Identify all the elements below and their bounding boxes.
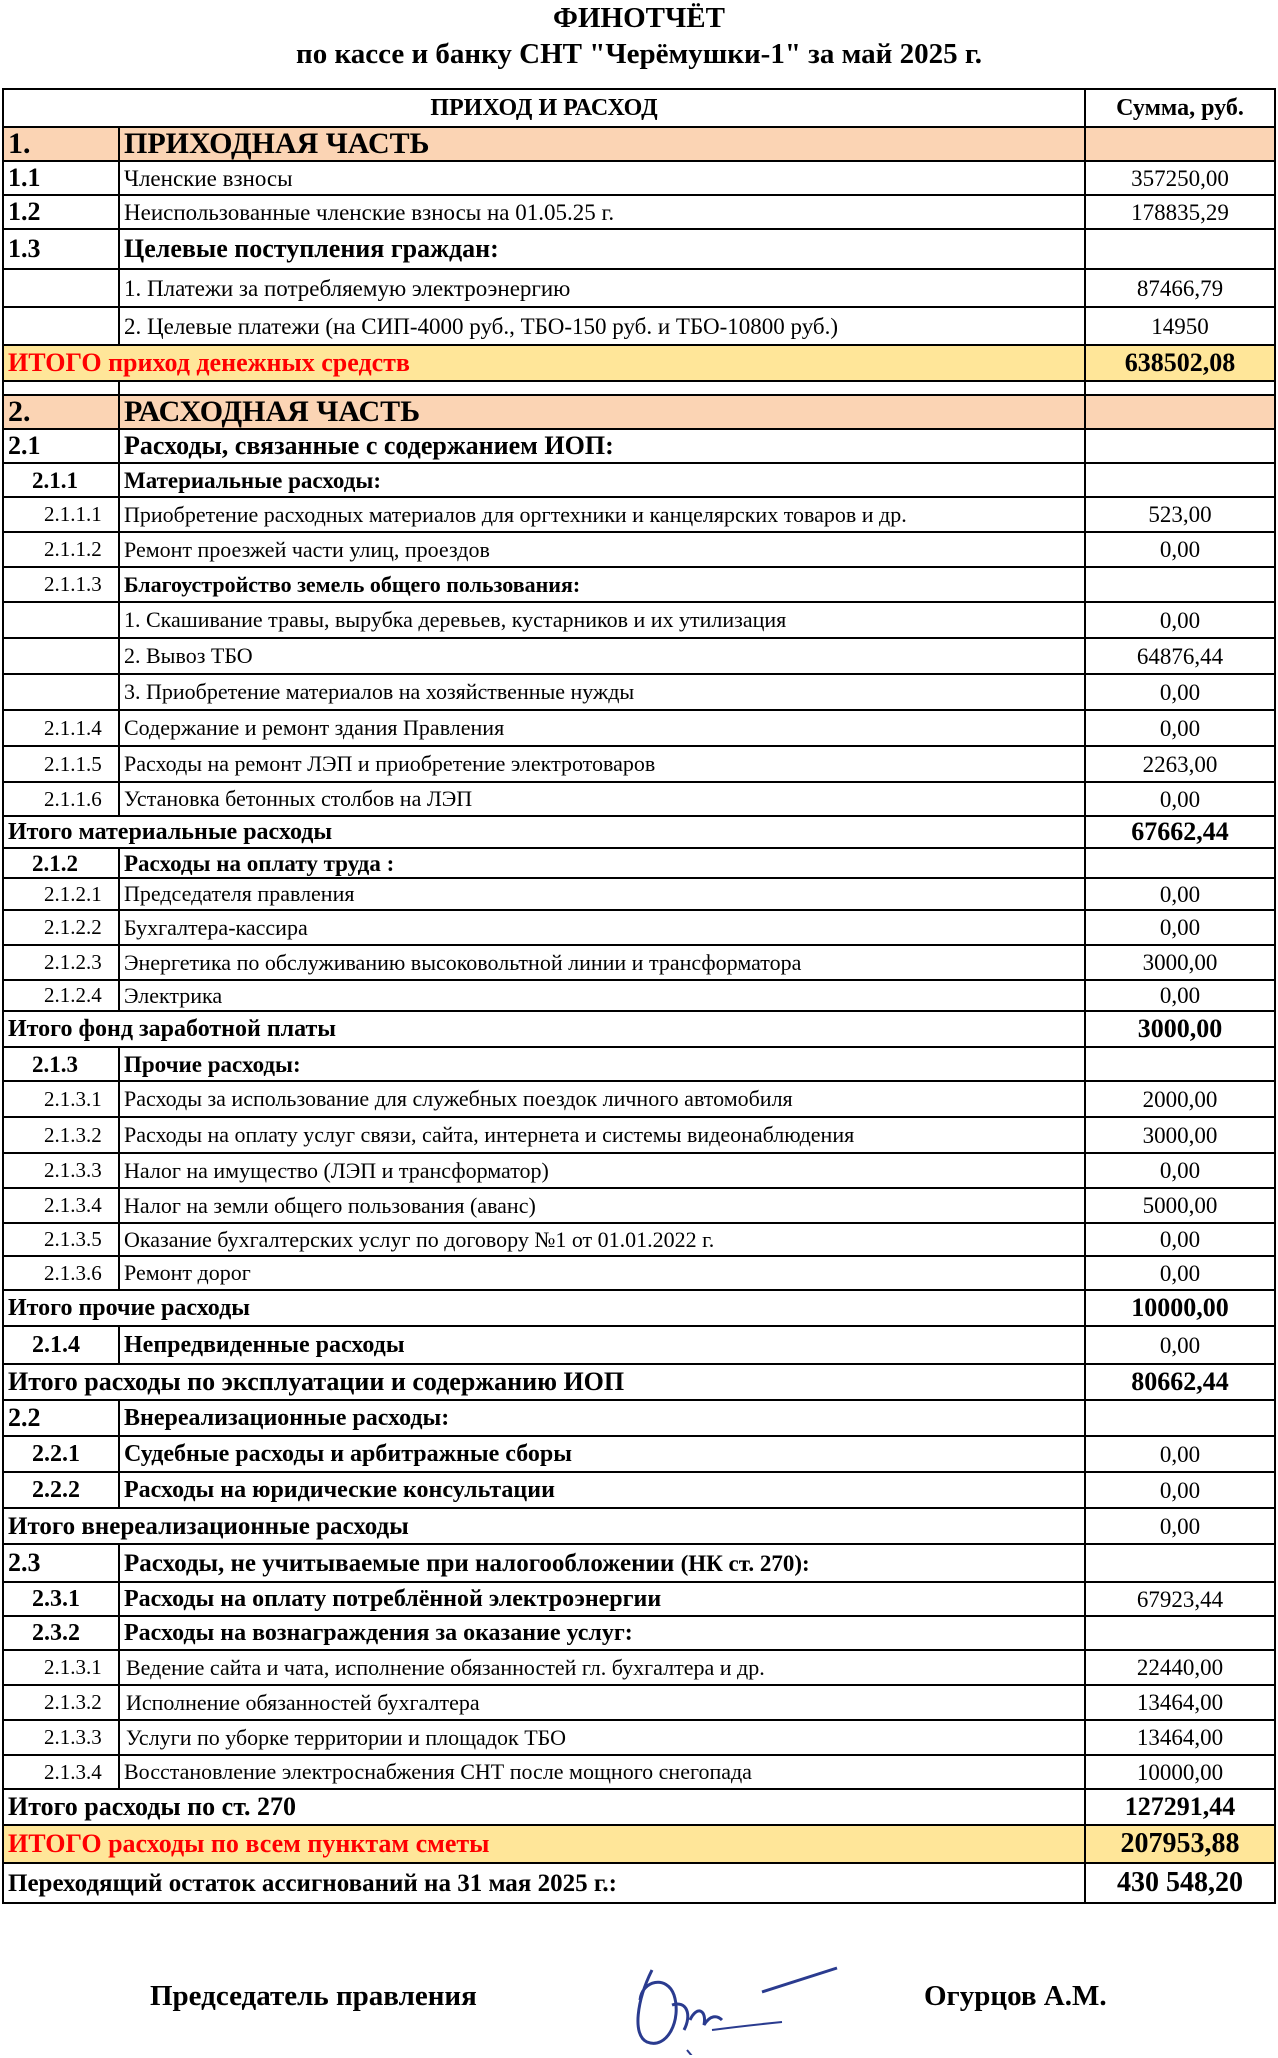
row-value — [1085, 1047, 1275, 1081]
row-num — [3, 674, 119, 710]
subtotal-row — [3, 1290, 1275, 1326]
table-header-row — [3, 89, 1275, 127]
row-label: Исполнение обязанностей бухгалтера — [119, 1685, 1085, 1720]
section-income-row — [3, 127, 1275, 161]
table-row — [3, 746, 1275, 782]
subtotal-row — [3, 1789, 1275, 1825]
section-expense-row — [3, 395, 1275, 429]
row-label: Расходы, связанные с содержанием ИОП: — [119, 429, 1085, 463]
row-num: 2.1.1 — [3, 463, 119, 497]
row-label: Членские взносы — [119, 161, 1085, 195]
row-value: 523,00 — [1085, 497, 1275, 532]
row-num: 2.1.2 — [3, 848, 119, 878]
table-row — [3, 269, 1275, 307]
row-num: 1.1 — [3, 161, 119, 195]
row-value: 10000,00 — [1085, 1290, 1275, 1326]
row-value: 0,00 — [1085, 782, 1275, 816]
row-value: 0,00 — [1085, 1326, 1275, 1364]
row-label: Содержание и ремонт здания Правления — [119, 710, 1085, 746]
row-label: Итого прочие расходы — [3, 1290, 1085, 1326]
header-label: ПРИХОД И РАСХОД — [3, 89, 1085, 127]
row-value: 80662,44 — [1085, 1364, 1275, 1400]
row-value: 14950 — [1085, 307, 1275, 345]
row-value — [1085, 1544, 1275, 1582]
table-row — [3, 1117, 1275, 1153]
row-value: 67923,44 — [1085, 1582, 1275, 1616]
row-num: 2.1.4 — [3, 1326, 119, 1364]
row-num: 2.1.1.1 — [3, 497, 119, 532]
table-row — [3, 532, 1275, 567]
row-value: 87466,79 — [1085, 269, 1275, 307]
table-row — [3, 980, 1275, 1011]
row-label: ИТОГО расходы по всем пунктам сметы — [3, 1825, 1085, 1863]
balance-row — [3, 1863, 1275, 1903]
row-label: Услуги по уборке территории и площадок ТБО — [119, 1720, 1085, 1755]
row-value — [1085, 127, 1275, 161]
row-value: 22440,00 — [1085, 1650, 1275, 1685]
label-part: (НК ст. 270): — [680, 1550, 810, 1576]
row-label: Непредвиденные расходы — [119, 1326, 1085, 1364]
subtotal-row — [3, 1364, 1275, 1400]
table-row — [3, 161, 1275, 195]
row-value: 3000,00 — [1085, 1011, 1275, 1047]
row-label: Налог на имущество (ЛЭП и трансформатор) — [119, 1153, 1085, 1188]
title-line-2: по кассе и банку СНТ "Черёмушки-1" за май 2025 г. — [296, 38, 982, 70]
table-row — [3, 1755, 1275, 1789]
subtotal-row — [3, 1011, 1275, 1047]
row-label: Налог на земли общего пользования (аванс) — [119, 1188, 1085, 1223]
table-row — [3, 1685, 1275, 1720]
row-num: 2.1.3.4 — [3, 1188, 119, 1223]
row-num: 1.3 — [3, 229, 119, 269]
finance-table — [2, 88, 1276, 1904]
row-num: 1.2 — [3, 195, 119, 229]
table-row — [3, 1650, 1275, 1685]
row-value — [1085, 395, 1275, 429]
table-row — [3, 710, 1275, 746]
row-label: Прочие расходы: — [119, 1047, 1085, 1081]
row-value: 0,00 — [1085, 1153, 1275, 1188]
row-label: Бухгалтера-кассира — [119, 910, 1085, 945]
row-label: Приобретение расходных материалов для оргтехники и канцелярских товаров и др. — [119, 497, 1085, 532]
row-num: 2.3.2 — [3, 1616, 119, 1650]
row-num: 2.1 — [3, 429, 119, 463]
row-label: Энергетика по обслуживанию высоковольтной линии и трансформатора — [119, 945, 1085, 980]
row-label: Итого расходы по ст. 270 — [3, 1789, 1085, 1825]
row-label: Восстановление электроснабжения СНТ после мощного снегопада — [119, 1755, 1085, 1789]
row-label — [119, 1544, 1085, 1582]
table-row — [3, 1153, 1275, 1188]
row-value: 0,00 — [1085, 674, 1275, 710]
row-num — [3, 602, 119, 638]
row-value — [1085, 463, 1275, 497]
row-value: 0,00 — [1085, 710, 1275, 746]
label-part: Расходы, не учитываемые при налогообложении — [124, 1549, 675, 1577]
row-num: 2.1.3.3 — [3, 1720, 119, 1755]
row-label: Судебные расходы и арбитражные сборы — [119, 1436, 1085, 1472]
row-num: 2.3.1 — [3, 1582, 119, 1616]
row-label: Целевые поступления граждан: — [119, 229, 1085, 269]
row-value: 13464,00 — [1085, 1685, 1275, 1720]
row-num: 2.1.1.3 — [3, 567, 119, 602]
row-num: 2.1.3.1 — [3, 1650, 119, 1685]
table-row — [3, 1544, 1275, 1582]
row-num: 2.1.3.6 — [3, 1256, 119, 1290]
row-value: 178835,29 — [1085, 195, 1275, 229]
table-row — [3, 848, 1275, 878]
row-value: 127291,44 — [1085, 1789, 1275, 1825]
row-num: 2.1.1.6 — [3, 782, 119, 816]
row-num: 2.1.3.4 — [3, 1755, 119, 1789]
table-row — [3, 1436, 1275, 1472]
table-row — [3, 497, 1275, 532]
row-value: 3000,00 — [1085, 1117, 1275, 1153]
row-label: Расходы на ремонт ЛЭП и приобретение электротоваров — [119, 746, 1085, 782]
row-num: 2.1.3.3 — [3, 1153, 119, 1188]
row-label: Ведение сайта и чата, исполнение обязанностей гл. бухгалтера и др. — [119, 1650, 1085, 1685]
row-label: Расходы на юридические консультации — [119, 1472, 1085, 1508]
table-row — [3, 1400, 1275, 1436]
row-value — [1085, 229, 1275, 269]
row-num: 1. — [3, 127, 119, 161]
row-label: Установка бетонных столбов на ЛЭП — [119, 782, 1085, 816]
table-row — [3, 602, 1275, 638]
row-label: Председателя правления — [119, 878, 1085, 910]
table-row — [3, 1720, 1275, 1755]
row-label: 3. Приобретение материалов на хозяйственные нужды — [119, 674, 1085, 710]
row-label: Ремонт дорог — [119, 1256, 1085, 1290]
row-value: 2263,00 — [1085, 746, 1275, 782]
table-row — [3, 638, 1275, 674]
row-value — [1085, 567, 1275, 602]
handwritten-signature — [612, 1960, 852, 2055]
row-num: 2.1.2.1 — [3, 878, 119, 910]
table-row — [3, 674, 1275, 710]
row-label: ИТОГО приход денежных средств — [3, 345, 1085, 381]
row-value: 357250,00 — [1085, 161, 1275, 195]
row-num: 2. — [3, 395, 119, 429]
row-value: 64876,44 — [1085, 638, 1275, 674]
table-row — [3, 307, 1275, 345]
row-value: 0,00 — [1085, 878, 1275, 910]
row-value: 430 548,20 — [1085, 1863, 1275, 1903]
table-row — [3, 229, 1275, 269]
row-value: 0,00 — [1085, 1472, 1275, 1508]
row-label: Неиспользованные членские взносы на 01.05.25 г. — [119, 195, 1085, 229]
row-label: 1. Платежи за потребляемую электроэнергию — [119, 269, 1085, 307]
table-row — [3, 910, 1275, 945]
spacer-row — [3, 381, 1275, 395]
row-label: Внереализационные расходы: — [119, 1400, 1085, 1436]
row-num: 2.2.1 — [3, 1436, 119, 1472]
row-label: 2. Вывоз ТБО — [119, 638, 1085, 674]
row-label: Итого материальные расходы — [3, 816, 1085, 848]
row-label: ПРИХОДНАЯ ЧАСТЬ — [119, 127, 1085, 161]
income-total-row — [3, 345, 1275, 381]
row-value: 0,00 — [1085, 602, 1275, 638]
report-title — [0, 0, 1278, 72]
title-line-1: ФИНОТЧЁТ — [553, 2, 725, 34]
row-value — [1085, 1616, 1275, 1650]
row-label: Расходы на оплату труда : — [119, 848, 1085, 878]
row-num: 2.1.2.3 — [3, 945, 119, 980]
row-value: 0,00 — [1085, 1223, 1275, 1256]
row-label: Электрика — [119, 980, 1085, 1011]
table-row — [3, 1223, 1275, 1256]
row-value — [1085, 429, 1275, 463]
row-num: 2.1.2.2 — [3, 910, 119, 945]
row-num: 2.2 — [3, 1400, 119, 1436]
row-value: 10000,00 — [1085, 1755, 1275, 1789]
table-row — [3, 1256, 1275, 1290]
table-row — [3, 878, 1275, 910]
row-value: 13464,00 — [1085, 1720, 1275, 1755]
table-row — [3, 1047, 1275, 1081]
row-num: 2.1.3.5 — [3, 1223, 119, 1256]
table-row — [3, 429, 1275, 463]
row-num: 2.2.2 — [3, 1472, 119, 1508]
row-num: 2.1.1.2 — [3, 532, 119, 567]
row-value: 0,00 — [1085, 1436, 1275, 1472]
row-label: Итого внереализационные расходы — [3, 1508, 1085, 1544]
row-num: 2.1.1.5 — [3, 746, 119, 782]
expense-total-row — [3, 1825, 1275, 1863]
row-num: 2.1.3.2 — [3, 1117, 119, 1153]
row-label: Итого расходы по эксплуатации и содержанию ИОП — [3, 1364, 1085, 1400]
row-num: 2.1.3.2 — [3, 1685, 119, 1720]
row-label: Ремонт проезжей части улиц, проездов — [119, 532, 1085, 567]
row-num: 2.3 — [3, 1544, 119, 1582]
row-label: Материальные расходы: — [119, 463, 1085, 497]
signer-name: Огурцов А.М. — [924, 1980, 1107, 2012]
row-value: 5000,00 — [1085, 1188, 1275, 1223]
row-value: 0,00 — [1085, 1256, 1275, 1290]
table-row — [3, 1582, 1275, 1616]
row-value: 0,00 — [1085, 1508, 1275, 1544]
table-row — [3, 567, 1275, 602]
signature-block — [0, 1960, 1278, 2050]
row-value: 3000,00 — [1085, 945, 1275, 980]
row-value: 0,00 — [1085, 532, 1275, 567]
row-value: 67662,44 — [1085, 816, 1275, 848]
table-row — [3, 1081, 1275, 1117]
row-label: Расходы на оплату услуг связи, сайта, интернета и системы видеонаблюдения — [119, 1117, 1085, 1153]
table-row — [3, 1326, 1275, 1364]
row-num: 2.1.3 — [3, 1047, 119, 1081]
subtotal-row — [3, 816, 1275, 848]
table-row — [3, 195, 1275, 229]
row-num: 2.1.3.1 — [3, 1081, 119, 1117]
row-num — [3, 269, 119, 307]
header-sum: Сумма, руб. — [1085, 89, 1275, 127]
row-value: 2000,00 — [1085, 1081, 1275, 1117]
row-num — [3, 638, 119, 674]
row-num: 2.1.2.4 — [3, 980, 119, 1011]
table-row — [3, 782, 1275, 816]
signer-position: Председатель правления — [150, 1980, 477, 2012]
row-value: 0,00 — [1085, 910, 1275, 945]
row-value: 638502,08 — [1085, 345, 1275, 381]
row-label: РАСХОДНАЯ ЧАСТЬ — [119, 395, 1085, 429]
table-row — [3, 1188, 1275, 1223]
table-row — [3, 463, 1275, 497]
row-num — [3, 307, 119, 345]
row-label: 2. Целевые платежи (на СИП-4000 руб., ТБО-150 руб. и ТБО-10800 руб.) — [119, 307, 1085, 345]
row-num: 2.1.1.4 — [3, 710, 119, 746]
row-label: 1. Скашивание травы, вырубка деревьев, кустарников и их утилизация — [119, 602, 1085, 638]
row-label: Расходы на вознаграждения за оказание услуг: — [119, 1616, 1085, 1650]
row-label: Оказание бухгалтерских услуг по договору №1 от 01.01.2022 г. — [119, 1223, 1085, 1256]
row-value — [1085, 1400, 1275, 1436]
row-label: Благоустройство земель общего пользования: — [119, 567, 1085, 602]
row-value: 207953,88 — [1085, 1825, 1275, 1863]
row-label: Расходы за использование для служебных поездок личного автомобиля — [119, 1081, 1085, 1117]
table-row — [3, 1616, 1275, 1650]
row-label: Расходы на оплату потреблённой электроэнергии — [119, 1582, 1085, 1616]
table-row — [3, 1472, 1275, 1508]
subtotal-row — [3, 1508, 1275, 1544]
row-label: Переходящий остаток ассигнований на 31 мая 2025 г.: — [3, 1863, 1085, 1903]
table-row — [3, 945, 1275, 980]
row-value — [1085, 848, 1275, 878]
row-label: Итого фонд заработной платы — [3, 1011, 1085, 1047]
row-value: 0,00 — [1085, 980, 1275, 1011]
